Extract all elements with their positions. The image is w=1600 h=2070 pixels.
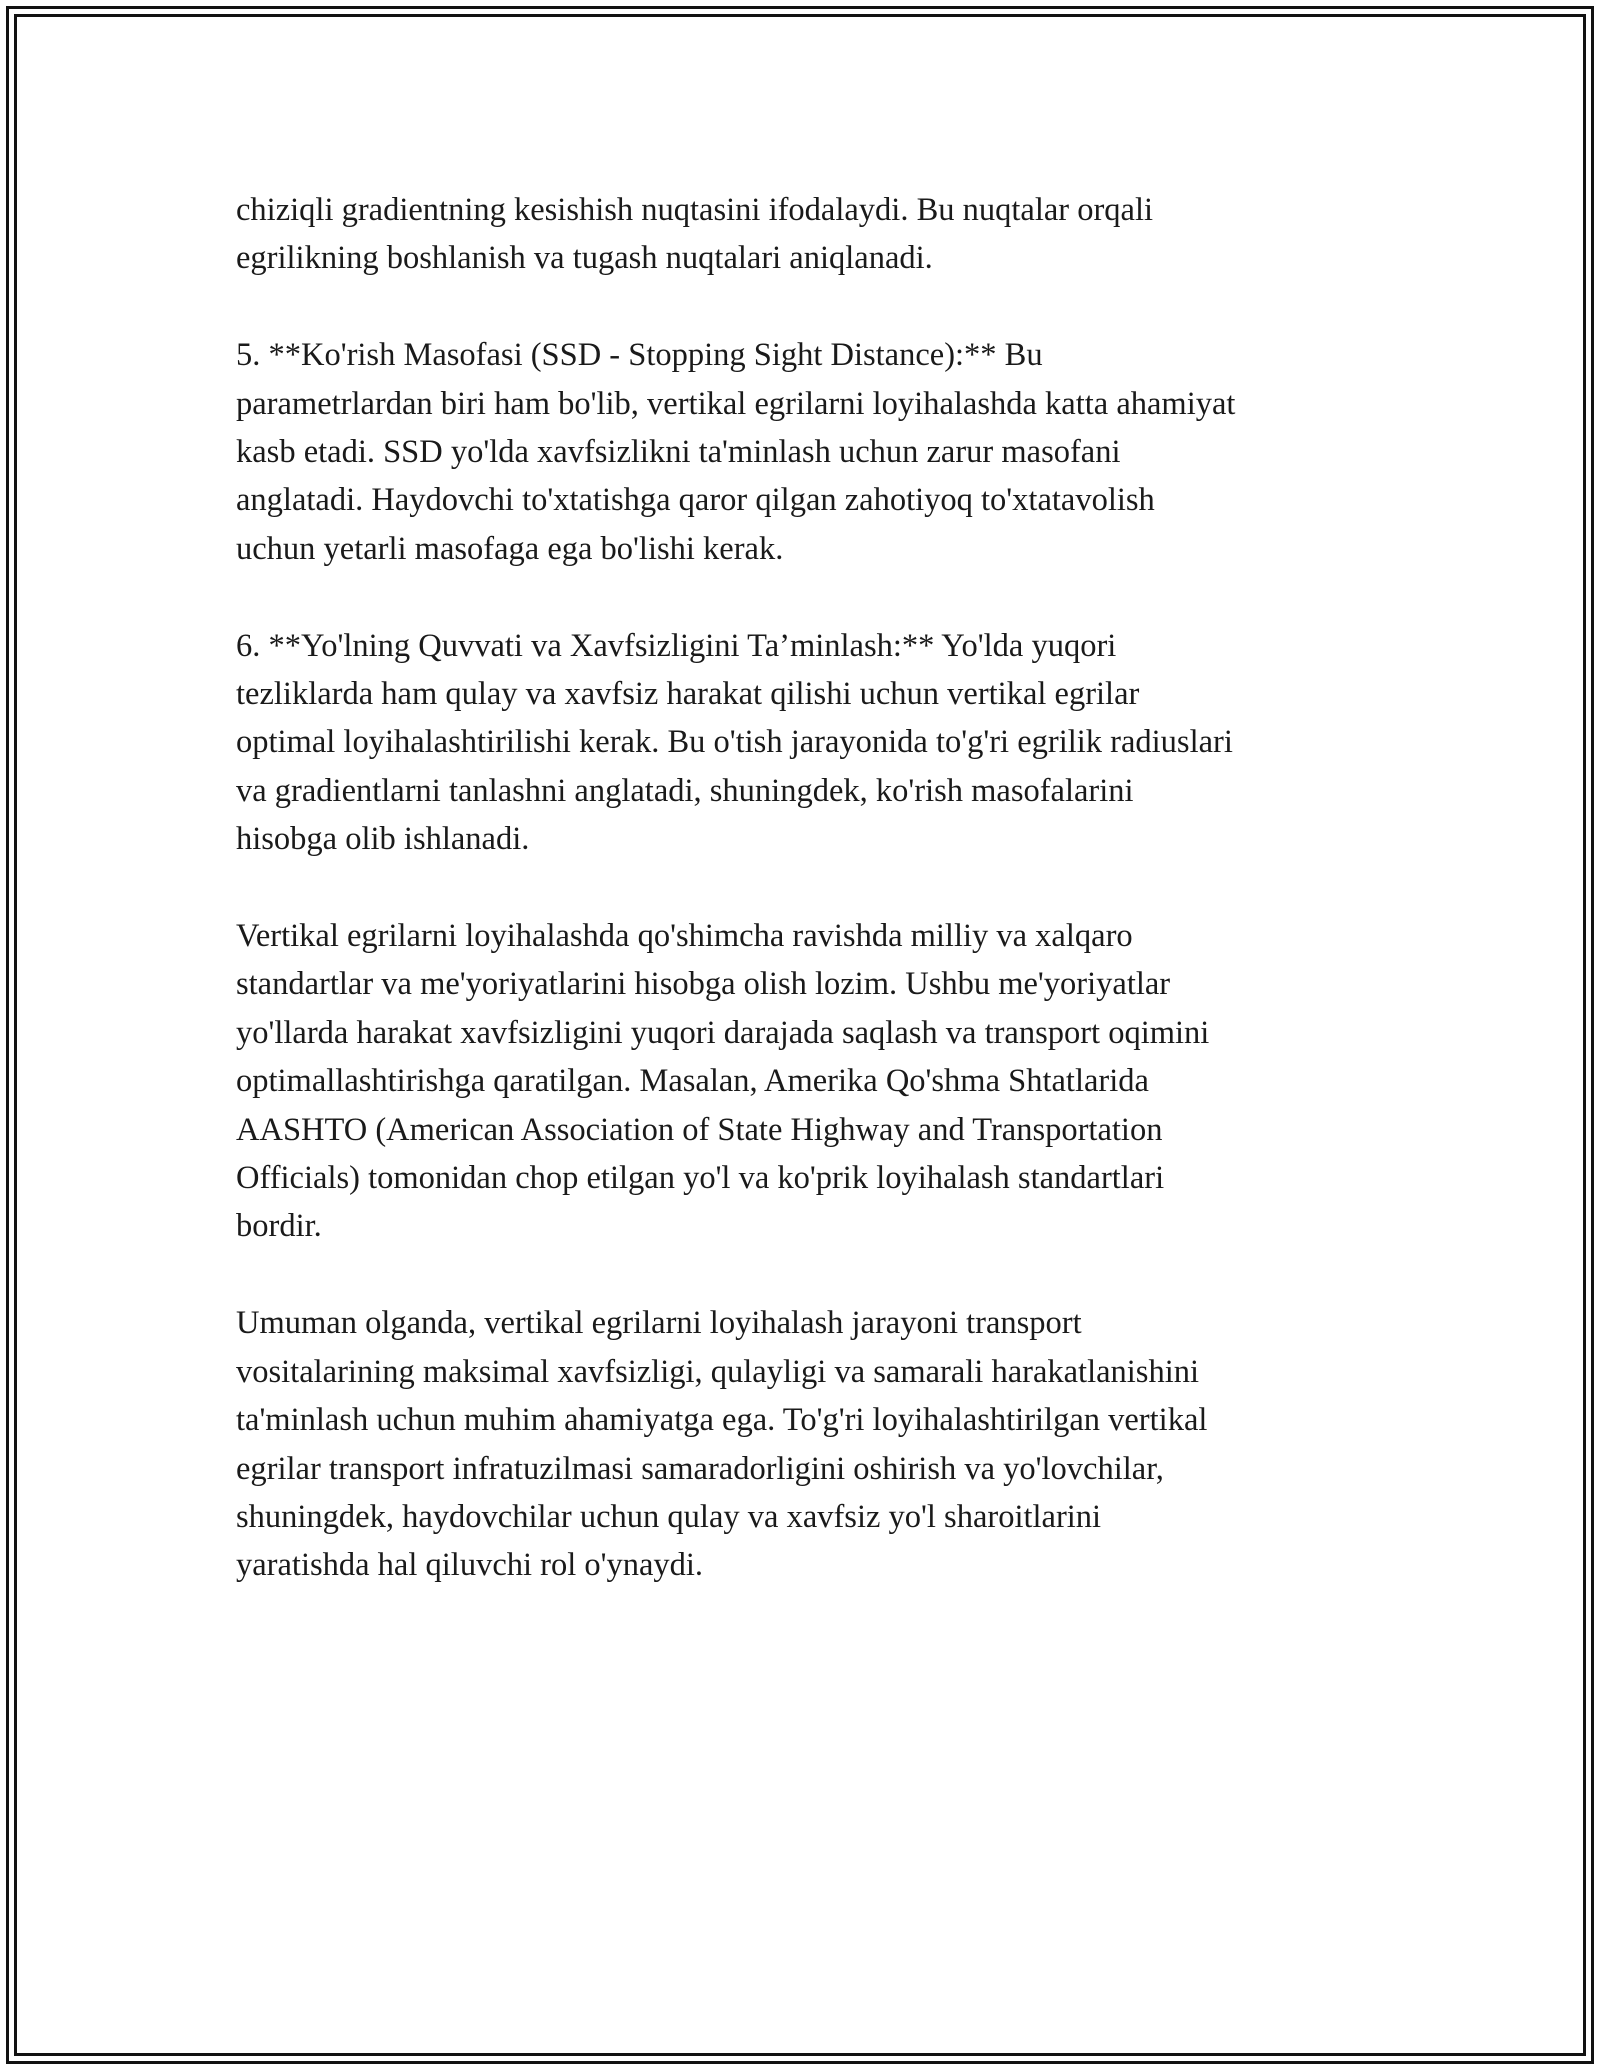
text-line: 6. **Yo'lning Quvvati va Xavfsizligini Ta’minlash:** Yo'lda yuqori [236,627,1117,664]
text-line: chiziqli gradientning kesishish nuqtasini ifodalaydi. Bu nuqtalar orqali [236,192,1154,228]
text-line: AASHTO (American Association of State Highway and Transportation [236,1111,1163,1148]
text-line: ta'minlash uchun muhim ahamiyatga ega. To'g'ri loyihalashtirilgan vertikal [236,1402,1208,1439]
text-line: Vertikal egrilarni loyihalashda qo'shimcha ravishda milliy va xalqaro [236,918,1133,955]
text-line: optimal loyihalashtirilishi kerak. Bu o'tish jarayonida to'g'ri egrilik radiuslari [236,724,1233,761]
text-line: yaratishda hal qiluvchi rol o'ynaydi. [236,1547,704,1584]
text-line: shuningdek, haydovchilar uchun qulay va xavfsiz yo'l sharoitlarini [236,1498,1102,1535]
text-line: optimallashtirishga qaratilgan. Masalan, Amerika Qo'shma Shtatlarida [236,1063,1149,1100]
text-line: hisobga olib ishlanadi. [236,821,530,858]
paragraph-conclusion [236,1299,1386,1589]
text-line: tezliklarda ham qulay va xavfsiz harakat qilishi uchun vertikal egrilar [236,676,1140,713]
text-line: yo'llarda harakat xavfsizligini yuqori darajada saqlash va transport oqimini [236,1014,1210,1051]
text-line: standartlar va me'yoriyatlarini hisobga olish lozim. Ushbu me'yoriyatlar [236,966,1171,1003]
text-line: va gradientlarni tanlashni anglatadi, shuningdek, ko'rish masofalarini [236,772,1134,809]
text-line: egrilar transport infratuzilmasi samaradorligini oshirish va yo'lovchilar, [236,1450,1164,1487]
text-line: Officials) tomonidan chop etilgan yo'l va ko'prik loyihalash standartlari [236,1160,1165,1197]
paragraph-road-capacity-safety [236,622,1386,864]
text-line: kasb etadi. SSD yo'lda xavfsizlikni ta'minlash uchun zarur masofani [236,434,1121,471]
paragraph-intersection-points [236,186,1386,283]
text-line: vositalarining maksimal xavfsizligi, qulayligi va samarali harakatlanishini [236,1353,1200,1390]
text-line: parametrlardan biri ham bo'lib, vertikal egrilarni loyihalashda katta ahamiyat [236,385,1236,422]
paragraph-standards [236,912,1386,1251]
text-line: uchun yetarli masofaga ega bo'lishi kerak. [236,530,784,567]
text-line: bordir. [236,1208,322,1245]
text-line: anglatadi. Haydovchi to'xtatishga qaror qilgan zahotiyoq to'xtatavolish [236,482,1155,519]
text-line: Umuman olganda, vertikal egrilarni loyihalash jarayoni transport [236,1305,1082,1342]
document-body [236,186,1386,1638]
text-line: 5. **Ko'rish Masofasi (SSD - Stopping Sight Distance):** Bu [236,337,1043,374]
text-line: egrilikning boshlanish va tugash nuqtalari aniqlanadi. [236,240,933,277]
paragraph-stopping-sight-distance [236,331,1386,573]
